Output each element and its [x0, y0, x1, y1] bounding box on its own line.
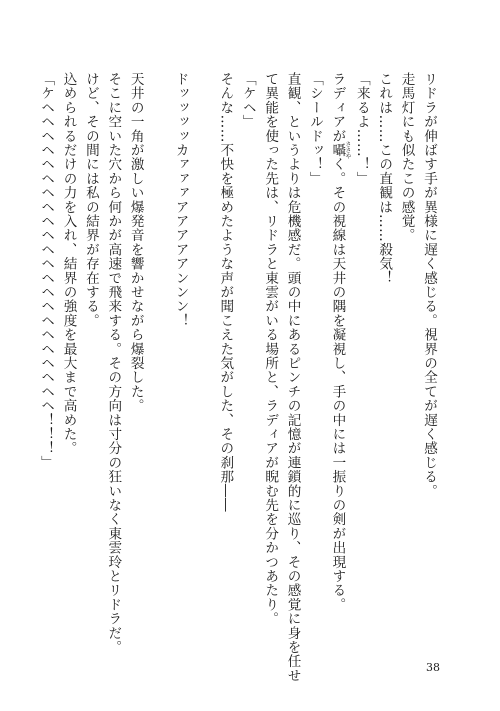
text-line: ドッッッッカァァァアアアアアンンン！: [172, 72, 189, 328]
text-line: 込められるだけの力を入れ、結界の強度を最大まで高めた。: [60, 72, 77, 456]
ruby-annotation: 囁ささや: [329, 141, 351, 160]
text-line: 「ケヘヘヘヘヘヘヘヘヘヘヘヘヘヘヘヘヘヘヘヘヘヘ！！！」: [38, 72, 55, 470]
text-line: 天井の一角が激しい爆発音を響かせながら爆裂した。: [127, 72, 144, 413]
text-line: 「来るよ……！」: [353, 72, 370, 186]
text-line: 「シールドッ！」: [306, 72, 323, 186]
text-line: リドラが伸ばす手が異様に遅く感じる。視界の全てが遅く感じる。: [421, 72, 437, 498]
text-line: けど、その間には私の結界が存在する。: [82, 72, 99, 328]
text-line: これは……この直観は……殺気！: [376, 72, 393, 285]
text-line: そこに空いた穴から何かが高速で飛来する。その方向は寸分の狂いなく東雲玲とリドラだ。: [105, 72, 122, 655]
text-line: ラディアが囁ささやく。その視線は天井の隅を凝視し、手の中には一振りの剣が出現する。: [329, 72, 351, 612]
text-line: 直観、というよりは危機感だ。頭の中にあるピンチの記憶が連鎖的に巡り、その感覚に身を任せ: [284, 72, 301, 683]
text-line: 走馬灯にも似たこの感覚。: [398, 72, 415, 243]
text-line: そんな……不快を極めたような声が聞こえた気がした、その刹那――: [217, 72, 234, 513]
text-line: 「ケヘ」: [239, 72, 256, 129]
text-line: て異能を使った先は、リドラと東雲がいる場所と、ラディアが睨む先を分かつあたり。: [262, 72, 279, 626]
page-number: 38: [426, 661, 440, 674]
